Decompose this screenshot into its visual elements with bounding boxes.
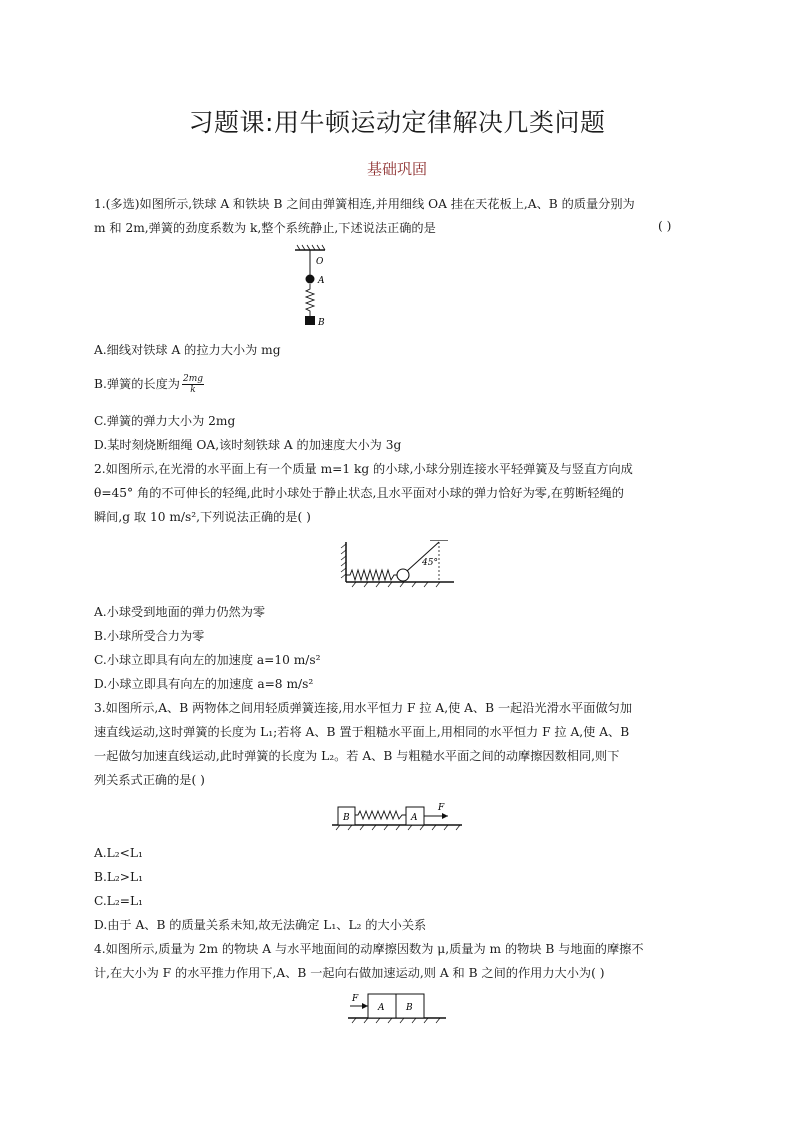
q1-figure-label-o: O xyxy=(316,257,324,267)
q2-stem-line3: 瞬间,g 取 10 m/s²,下列说法正确的是( ) xyxy=(94,510,311,524)
q1-figure-spring-hanging xyxy=(280,244,350,332)
q3-stem-line1: 3.如图所示,A、B 两物体之间用轻质弹簧连接,用水平恒力 F 拉 A,使 A、B 一起沿光滑水平面做匀加 xyxy=(94,701,633,715)
q4-stem-line2: 计,在大小为 F 的水平推力作用下,A、B 一起向右做加速运动,则 A 和 B 之间的作用力大小为( ) xyxy=(94,966,605,980)
q1-option-c: C.弹簧的弹力大小为 2mg xyxy=(94,414,236,428)
q1-option-b-prefix: B.弹簧的长度为 xyxy=(94,377,180,391)
q2-figure-angle-label: 45° xyxy=(422,558,438,568)
q3-figure-blocks-spring xyxy=(330,800,464,832)
q4-figure-label-f: F xyxy=(352,994,359,1004)
q1-stem-line2: m 和 2m,弹簧的劲度系数为 k,整个系统静止,下述说法正确的是 xyxy=(94,221,436,235)
q4-figure-label-a: A xyxy=(378,1003,385,1013)
q2-option-b: B.小球所受合力为零 xyxy=(94,629,205,643)
q4-stem-line1: 4.如图所示,质量为 2m 的物块 A 与水平地面间的动摩擦因数为 μ,质量为 m 的物块 B 与地面的摩擦不 xyxy=(94,942,644,956)
q3-stem-line3: 一起做匀加速直线运动,此时弹簧的长度为 L₂。若 A、B 与粗糙水平面之间的动摩擦因数相同,则下 xyxy=(94,749,620,763)
q3-option-d: D.由于 A、B 的质量关系未知,故无法确定 L₁、L₂ 的大小关系 xyxy=(94,918,427,932)
q1-option-b xyxy=(94,372,704,396)
q3-option-a: A.L₂<L₁ xyxy=(94,846,143,860)
q2-option-c: C.小球立即具有向左的加速度 a=10 m/s² xyxy=(94,653,321,667)
q2-stem-line1: 2.如图所示,在光滑的水平面上有一个质量 m=1 kg 的小球,小球分别连接水平轻弹簧及与竖直方向成 xyxy=(94,462,633,476)
q2-stem-line2: θ=45° 角的不可伸长的轻绳,此时小球处于静止状态,且水平面对小球的弹力恰好为零,在剪断轻绳的 xyxy=(94,486,624,500)
q1-option-d: D.某时刻烧断细绳 OA,该时刻铁球 A 的加速度大小为 3g xyxy=(94,438,402,452)
q1-option-a: A.细线对铁球 A 的拉力大小为 mg xyxy=(94,343,281,357)
page-title: 习题课:用牛顿运动定律解决几类问题 xyxy=(188,108,606,137)
q3-option-b: B.L₂>L₁ xyxy=(94,870,143,884)
q3-figure-label-f: F xyxy=(438,803,445,813)
q1-answer-bracket: ( ) xyxy=(658,219,672,233)
q1-option-b-denominator: k xyxy=(190,385,196,395)
q3-option-c: C.L₂=L₁ xyxy=(94,894,143,908)
q3-stem-line4: 列关系式正确的是( ) xyxy=(94,773,205,787)
q1-option-b-numerator: 2mg xyxy=(182,374,203,384)
q2-option-d: D.小球立即具有向左的加速度 a=8 m/s² xyxy=(94,677,314,691)
q3-figure-label-a: A xyxy=(411,813,418,823)
q2-option-a: A.小球受到地面的弹力仍然为零 xyxy=(94,605,266,619)
q2-figure-spring-rope xyxy=(340,540,460,590)
q1-figure-label-a: A xyxy=(318,276,325,286)
q4-figure-blocks-push xyxy=(346,990,448,1026)
q3-figure-label-b: B xyxy=(343,813,350,823)
q1-stem-line1: 1.(多选)如图所示,铁球 A 和铁块 B 之间由弹簧相连,并用细线 OA 挂在天花板上,A、B 的质量分别为 xyxy=(94,197,635,211)
section-heading: 基础巩固 xyxy=(366,160,427,178)
q3-stem-line2: 速直线运动,这时弹簧的长度为 L₁;若将 A、B 置于粗糙水平面上,用相同的水平恒力 F 拉 A,使 A、B xyxy=(94,725,630,739)
q1-option-b-fraction xyxy=(182,374,204,395)
q1-figure-label-b: B xyxy=(318,318,325,328)
q4-figure-label-b: B xyxy=(406,1003,413,1013)
